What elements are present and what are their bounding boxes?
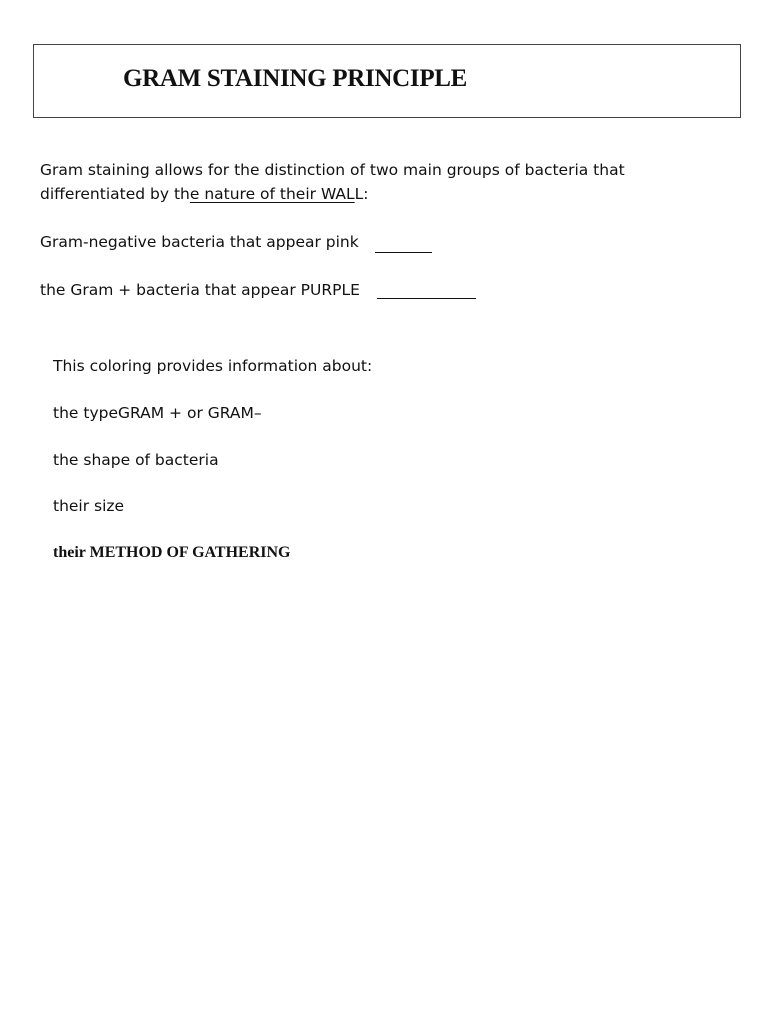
- info-item-shape: the shape of bacteria: [53, 451, 219, 469]
- info-item-size: their size: [53, 497, 125, 515]
- intro-line-2-prefix: differentiated by th: [40, 185, 190, 203]
- intro-line-2-tail: L:: [354, 185, 369, 203]
- intro-underlined-phrase: e nature of their WAL: [189, 185, 355, 203]
- intro-line-1: Gram staining allows for the distinction of two main groups of bacteria that: [40, 161, 625, 179]
- info-item-gathering: their METHOD OF GATHERING: [53, 544, 291, 561]
- gram-positive-line: the Gram + bacteria that appear PURPLE: [40, 281, 360, 299]
- page-title: GRAM STAINING PRINCIPLE: [123, 65, 468, 92]
- gram-negative-line: Gram-negative bacteria that appear pink: [40, 233, 359, 251]
- title-box: [33, 44, 741, 118]
- intro-line-2: [40, 185, 369, 203]
- info-heading: This coloring provides information about:: [53, 357, 373, 375]
- info-item-type: the typeGRAM + or GRAM–: [53, 404, 262, 422]
- gram-positive-blank: [377, 298, 476, 299]
- gram-negative-blank: [375, 252, 432, 253]
